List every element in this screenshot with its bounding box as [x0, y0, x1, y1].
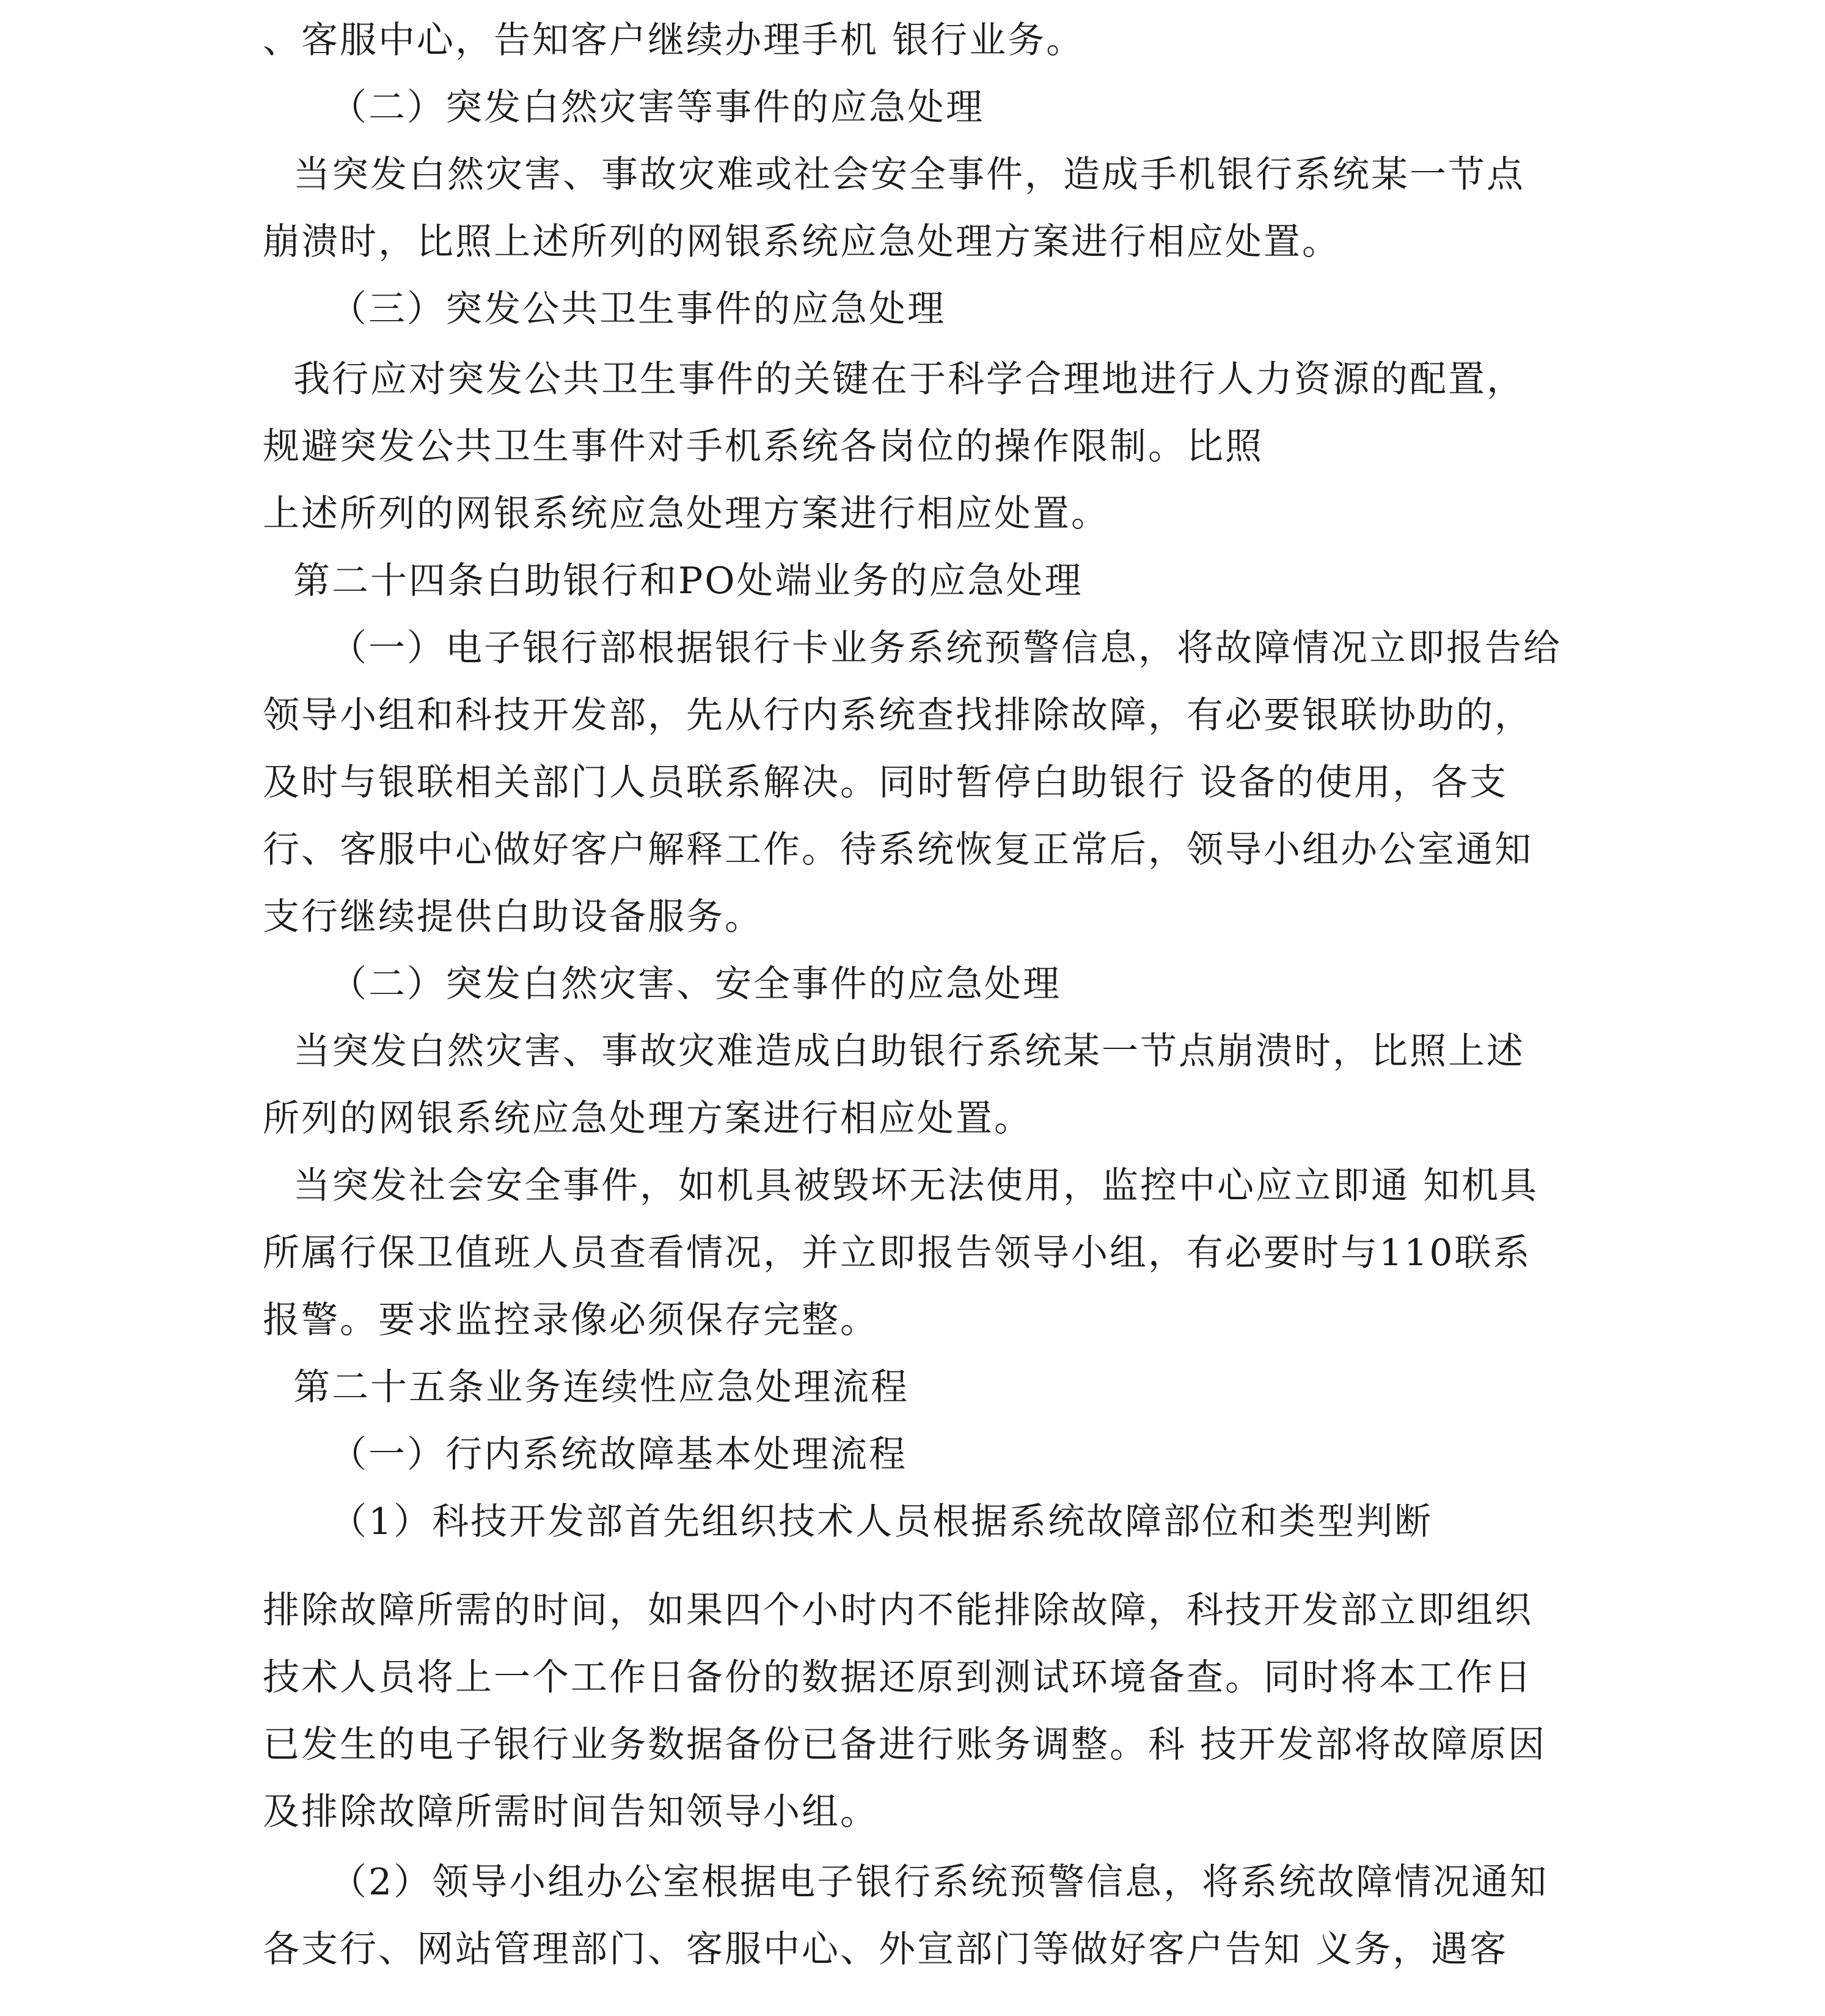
text-line: 及排除故障所需时间告知领导小组。 — [263, 1791, 879, 1833]
text-line: （三）突发公共卫生事件的应急处理 — [330, 288, 946, 331]
text-line: 各支行、网站管理部门、客服中心、外宣部门等做好客户告知 义务，遇客 — [263, 1928, 1509, 1971]
text-line: 技术人员将上一个工作日备份的数据还原到测试环境备查。同时将本工作日 — [263, 1656, 1533, 1699]
text-line: （一）电子银行部根据银行卡业务系统预警信息，将故障情况立即报告给 — [330, 627, 1562, 670]
text-line: （2）领导小组办公室根据电子银行系统预警信息，将系统故障情况通知 — [330, 1861, 1549, 1904]
text-line: 所属行保卫值班人员查看情况，并立即报告领导小组，有必要时与110联系 — [263, 1232, 1532, 1274]
text-line: 、客服中心，告知客户继续办理手机 银行业务。 — [263, 19, 1085, 62]
text-line: 上述所列的网银系统应急处理方案进行相应处置。 — [263, 492, 1110, 535]
text-line: 当突发白然灾害、事故灾难造成白助银行系统某一节点崩溃时，比照上述 — [293, 1030, 1525, 1073]
text-line: 所列的网银系统应急处理方案进行相应处置。 — [263, 1097, 1033, 1140]
text-line: （二）突发白然灾害等事件的应急处理 — [330, 86, 984, 129]
text-line: 已发生的电子银行业务数据备份已备进行账务调整。科 技开发部将故障原因 — [263, 1723, 1547, 1766]
text-line: 行、客服中心做好客户解释工作。待系统恢复正常后，领导小组办公室通知 — [263, 828, 1533, 871]
text-line: 当突发社会安全事件，如机具被毁坏无法使用，监控中心应立即通 知机具 — [293, 1164, 1539, 1207]
text-line: 及时与银联相关部门人员联系解决。同时暂停白助银行 设备的使用，各支 — [263, 761, 1509, 804]
text-line: （1）科技开发部首先组织技术人员根据系统故障部位和类型判断 — [330, 1500, 1433, 1543]
text-line: 规避突发公共卫生事件对手机系统各岗位的操作限制。比照 — [263, 425, 1264, 468]
text-line: 支行继续提供白助设备服务。 — [263, 896, 763, 938]
text-line: （二）突发白然灾害、安全事件的应急处理 — [330, 963, 1061, 1006]
text-line: 崩溃时，比照上述所列的网银系统应急处理方案进行相应处置。 — [263, 221, 1340, 263]
text-line: 第二十四条白助银行和PO处端业务的应急处理 — [293, 560, 1083, 602]
text-line: 报警。要求监控录像必须保存完整。 — [263, 1299, 879, 1342]
text-line: （一）行内系统故障基本处理流程 — [330, 1433, 907, 1476]
text-line: 当突发白然灾害、事故灾难或社会安全事件，造成手机银行系统某一节点 — [293, 153, 1525, 196]
text-line: 排除故障所需的时间，如果四个小时内不能排除故障，科技开发部立即组织 — [263, 1589, 1533, 1632]
text-line: 我行应对突发公共卫生事件的关键在于科学合理地进行人力资源的配置， — [293, 358, 1525, 401]
text-line: 领导小组和科技开发部，先从行内系统查找排除故障，有必要银联协助的， — [263, 694, 1533, 737]
text-line: 第二十五条业务连续性应急处理流程 — [293, 1366, 909, 1409]
